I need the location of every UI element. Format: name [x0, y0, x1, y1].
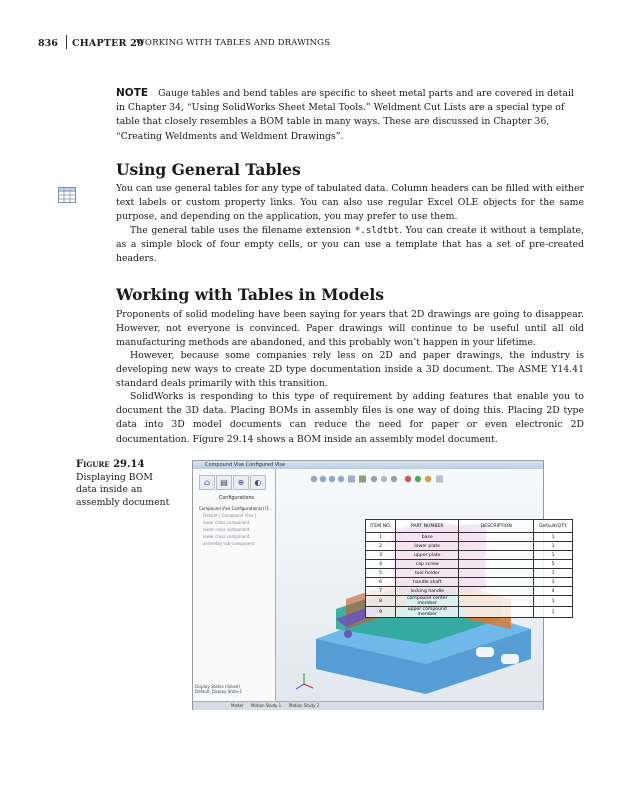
feature-tree-icon[interactable]: ⌂ — [199, 475, 215, 490]
display-states-label: Display States (linked) — [195, 684, 241, 689]
bom-description — [459, 578, 534, 587]
tree-item[interactable]: lower cross component — [203, 527, 250, 532]
bom-row[interactable] — [366, 596, 573, 607]
bom-row[interactable] — [366, 560, 573, 569]
display-manager-icon[interactable]: ◐ — [250, 475, 266, 490]
bom-item-no: 8 — [366, 596, 396, 607]
bom-row[interactable] — [366, 607, 573, 618]
bom-table[interactable] — [365, 519, 573, 618]
bom-row[interactable] — [366, 533, 573, 542]
figure-caption — [76, 459, 176, 509]
bom-description — [459, 587, 534, 596]
table-icon — [58, 187, 76, 203]
bom-row[interactable] — [366, 587, 573, 596]
bom-row[interactable] — [366, 542, 573, 551]
tree-item[interactable]: lower cross component — [203, 534, 250, 539]
configurations-label: Configurations — [219, 496, 255, 501]
bom-description — [459, 569, 534, 578]
paragraph: SolidWorks is responding to this type of requirement by adding features that enable you to document the 3D data. Placing BOMs in assembly files is one way of doing this. Placing 2D type data into 3D model documents can reduce the need for paper or even electronic 2D documentation. Figure 29.14 shows a BOM inside an assembly model document. — [116, 391, 584, 445]
bom-header-cell: DESCRIPTION — [459, 520, 534, 533]
paragraph-text: . You can create it without a template, as a simple block of four empty cells, or you can use a template that has a set of pre-created headers. — [116, 225, 584, 265]
chapter-title: WORKING WITH TABLES AND DRAWINGS — [136, 38, 331, 48]
tree-item[interactable]: Default [ Compound Vise ] — [203, 513, 256, 518]
bom-qty: 1 — [534, 551, 573, 560]
header-divider — [66, 35, 67, 49]
bom-header-cell: ITEM NO. — [366, 520, 396, 533]
display-states — [195, 684, 242, 694]
status-bar — [193, 701, 543, 710]
bom-part-number: base — [396, 533, 459, 542]
note-text: Gauge tables and bend tables are specific to sheet metal parts and are covered in detail in Chapter 34, “Using SolidWorks Sheet Metal Tools.” Weldment Cut Lists are a special type of table that closely resembles a BOM table in many ways. These are discussed in Chapter 36, “Creating Weldments and Weldment Drawings”. — [116, 88, 574, 142]
bom-part-number: upper compound member — [396, 607, 459, 618]
bom-description — [459, 596, 534, 607]
bom-header-cell: PART NUMBER — [396, 520, 459, 533]
tab-motion-study-2[interactable]: Motion Study 2 — [289, 703, 320, 708]
bom-part-number: handle shaft — [396, 578, 459, 587]
paragraph: Proponents of solid modeling have been saying for years that 2D drawings are going to disappear. However, not everyone is convinced. Paper drawings will continue to be useful until all old manufacturing methods are abandoned, and this probably won’t happen in your lifetime. — [116, 309, 584, 349]
configuration-manager-icon[interactable]: ⊕ — [233, 475, 249, 490]
tab-model[interactable]: Model — [231, 703, 244, 708]
paragraph: However, because some companies rely less on 2D and paper drawings, the industry is developing new ways to create 2D type documentation inside a 3D document. The ASME Y14.41 standard deals primarily with this transition. — [116, 350, 584, 390]
bom-item-no: 4 — [366, 560, 396, 569]
pane-tabs — [195, 472, 271, 490]
bom-item-no: 6 — [366, 578, 396, 587]
heads-up-toolbar[interactable] — [311, 476, 443, 483]
note-label: NOTE — [116, 87, 149, 99]
bom-item-no: 9 — [366, 607, 396, 618]
section-heading-general-tables: Using General Tables — [116, 160, 301, 179]
bom-description — [459, 542, 534, 551]
bom-description — [459, 533, 534, 542]
feature-manager-pane — [193, 469, 276, 701]
display-state-item[interactable]: Default_Display State-1 — [195, 689, 243, 694]
chapter-label: CHAPTER 29 — [72, 38, 144, 49]
bom-item-no: 2 — [366, 542, 396, 551]
tree-item[interactable]: Compound Vise Configuration(s) [F... — [199, 506, 273, 511]
bom-part-number: upper plate — [396, 551, 459, 560]
bom-qty: 4 — [534, 587, 573, 596]
bom-header-row — [366, 520, 573, 533]
graphics-viewport[interactable] — [276, 469, 568, 701]
bom-item-no: 3 — [366, 551, 396, 560]
bom-part-number: cap screw — [396, 560, 459, 569]
bom-qty: 1 — [534, 542, 573, 551]
paragraph-text: The general table uses the filename extension — [130, 225, 355, 236]
bom-qty: 1 — [534, 578, 573, 587]
bom-qty: 1 — [534, 607, 573, 618]
tab-motion-study-1[interactable]: Motion Study 1 — [251, 703, 282, 708]
property-manager-icon[interactable]: ▤ — [216, 475, 232, 490]
bom-item-no: 7 — [366, 587, 396, 596]
bom-row[interactable] — [366, 569, 573, 578]
tree-item[interactable]: lower cross component — [203, 520, 250, 525]
bom-part-number: tool holder — [396, 569, 459, 578]
bom-qty: 1 — [534, 533, 573, 542]
figure-screenshot — [192, 460, 568, 710]
file-extension: *.sldtbt — [354, 225, 400, 236]
bom-qty: 5 — [534, 560, 573, 569]
bom-qty: 1 — [534, 596, 573, 607]
paragraph: You can use general tables for any type of tabulated data. Column headers can be filled with either text labels or custom property links. You can also use regular Excel OLE objects for the same purpose, and depending on the application, you may prefer to use them. — [116, 183, 584, 223]
paragraph — [116, 224, 584, 267]
tree-item[interactable]: assembly sub-component — [203, 541, 255, 546]
bom-part-number: lower plate — [396, 542, 459, 551]
window-titlebar: Compound Vise Configured Vise — [193, 461, 543, 469]
page-number: 836 — [38, 38, 58, 49]
bom-row[interactable] — [366, 578, 573, 587]
coordinate-triad-icon — [296, 673, 313, 689]
bom-description — [459, 551, 534, 560]
bom-part-number: compound center member — [396, 596, 459, 607]
bom-row[interactable] — [366, 551, 573, 560]
bom-description — [459, 607, 534, 618]
bom-header-cell: Default/QTY. — [534, 520, 573, 533]
bom-item-no: 1 — [366, 533, 396, 542]
bom-description — [459, 560, 534, 569]
figure-label: Figure 29.14 — [76, 459, 145, 470]
note-block — [116, 86, 584, 144]
section-heading-tables-in-models: Working with Tables in Models — [116, 285, 385, 304]
bom-item-no: 5 — [366, 569, 396, 578]
bom-part-number: locking handle — [396, 587, 459, 596]
figure-caption-text: Displaying BOM data inside an assembly document — [76, 471, 170, 508]
bom-qty: 1 — [534, 569, 573, 578]
